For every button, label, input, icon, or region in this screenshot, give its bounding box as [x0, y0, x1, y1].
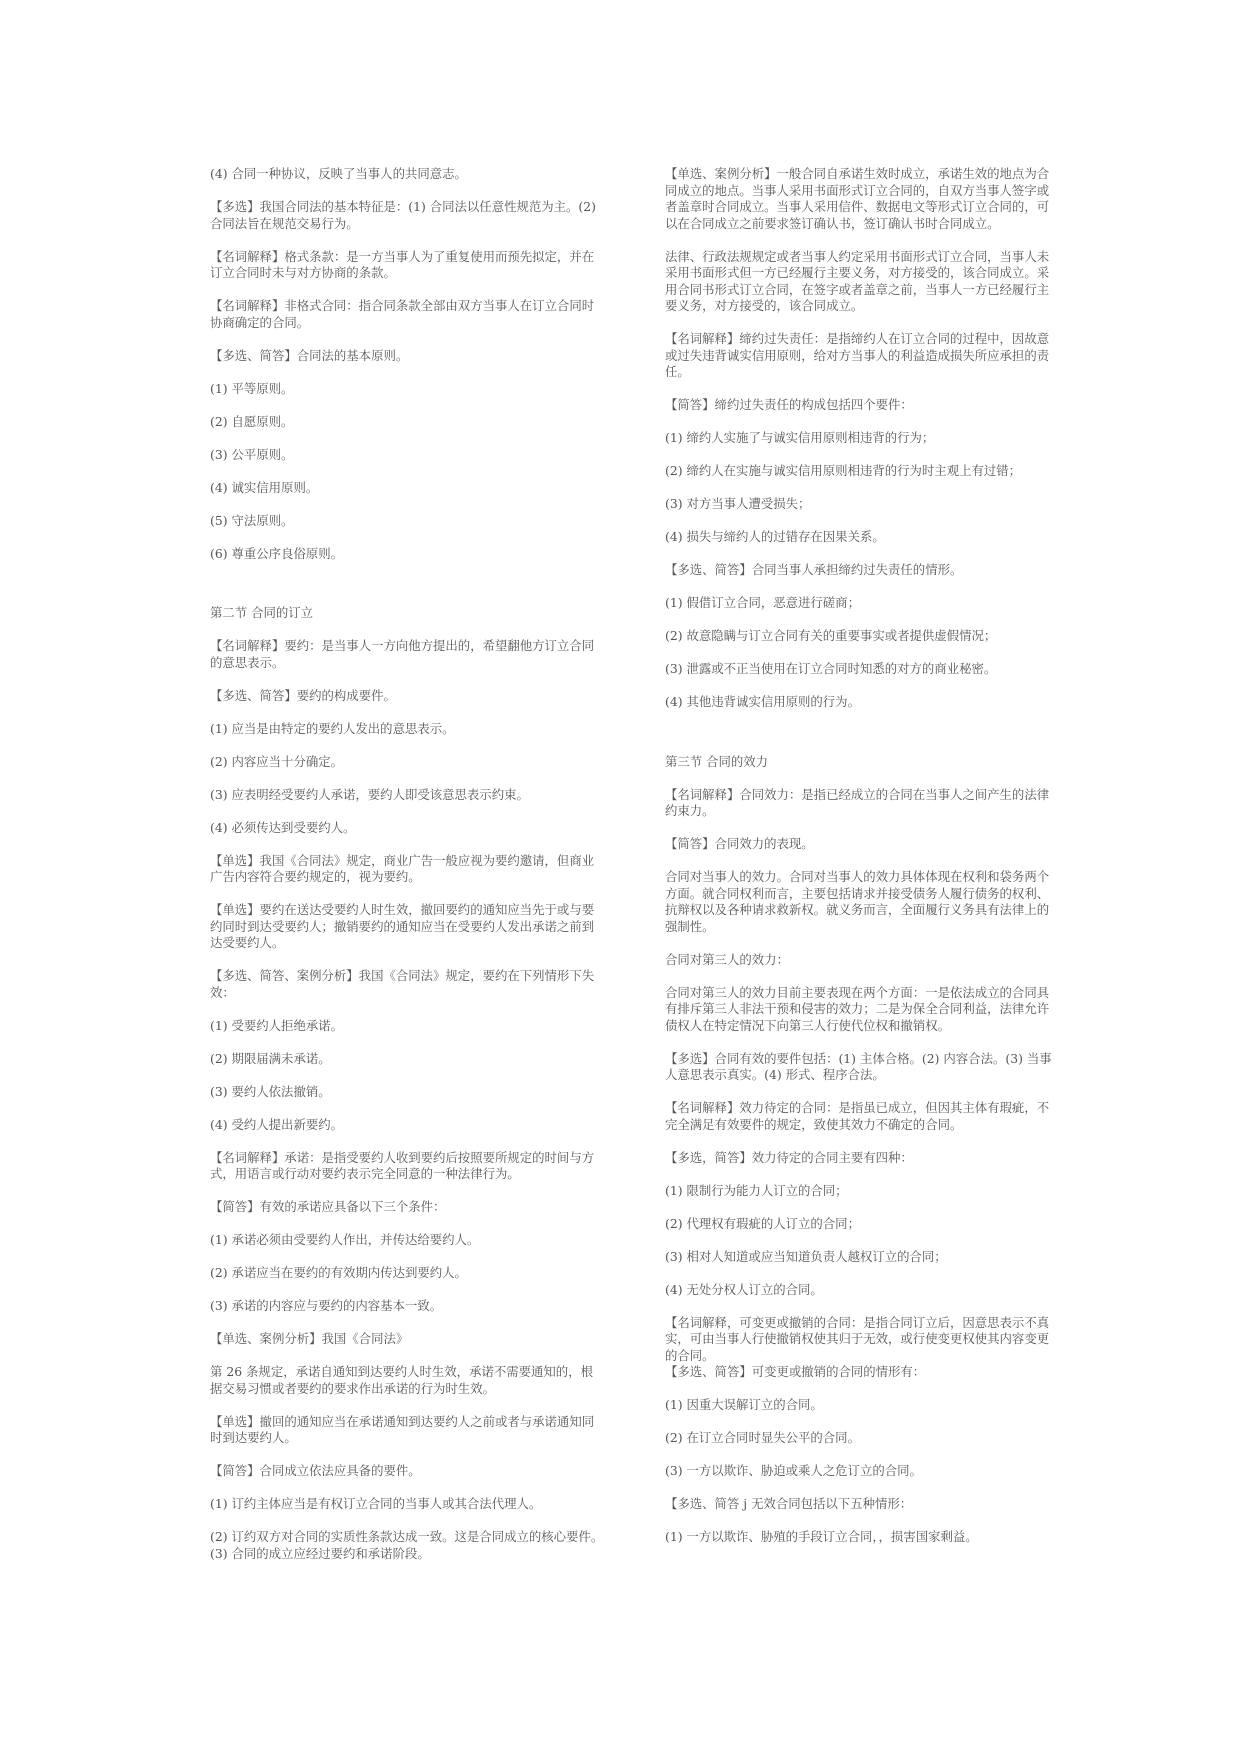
paragraph: 【单选、案例分析】一般合同自承诺生效时成立，承诺生效的地点为合同成立的地点。当事人采用书面形式订立合同的，自双方当事人签字或者盖章时合同成立。当事人采用信件、数据电文等形式订立合同的，可以在合同成立之前要求签订确认书，签订确认书时合同成立。 — [665, 166, 1050, 231]
list-item: (2) 自愿原则。 — [210, 413, 294, 429]
list-item: (1) 承诺必须由受要约人作出，并传达给要约人。 — [210, 1232, 480, 1247]
paragraph: 【名词解释】要约：是当事人一方向他方提出的，希望翻他方订立合同的意思表示。 — [210, 638, 595, 670]
paragraph: 合同对第三人的效力： — [665, 951, 789, 967]
section-heading: 第三节 合同的效力 — [665, 753, 769, 769]
paragraph: 法律、行政法规规定或者当事人约定采用书面形式订立合同，当事人未采用书面形式但一方已经履行主要义务，对方接受的，该合同成立。采用合同书形式订立合同，在签字或者盖章之前，当事人一方已经履行主要义务，对方接受的，该合同成立。 — [665, 248, 1050, 313]
paragraph: 【单选、案例分析】我国《合同法》 — [210, 1331, 409, 1346]
paragraph: 【名词解释】承诺：是指受要约人收到要约后按照要所规定的时间与方式，用语言或行动对要约表示完全同意的一种法律行为。 — [210, 1149, 595, 1181]
paragraph: (4) 合同一种协议，反映了当事人的共同意志。 — [210, 166, 467, 181]
list-item: (2) 缔约人在实施与诚实信用原则相违背的行为时主观上有过错； — [665, 463, 1022, 478]
list-item: (3) 要约人依法撤销。 — [210, 1083, 331, 1099]
paragraph: 第 26 条规定，承诺自通知到达要约人时生效，承诺不需要通知的，根据交易习惯或者要约的要求作出承诺的行为时生效。 — [210, 1364, 593, 1396]
list-item: (4) 损失与缔约人的过错存在因果关系。 — [665, 529, 885, 544]
list-item: (6) 尊重公序良俗原则。 — [210, 545, 344, 561]
list-item: (1) 平等原则。 — [210, 380, 294, 396]
paragraph: 合同对第三人的效力目前主要表现在两个方面：一是依法成立的合同具有排斥第三人非法干预和侵害的效力；二是为保全合同利益，法律允许债权人在特定情况下向第三人行使代位权和撤销权。 — [665, 984, 1050, 1033]
paragraph: 合同对当事人的效力。合同对当事人的效力具体体现在权利和袋务两个方面。就合同权利而言，主要包括请求并接受债务人履行债务的权利、抗辩权以及各种请求救新权。就义务而言，全面履行义务具有法律上的强制性。 — [665, 869, 1050, 934]
paragraph: 【名词解释】非格式合同：指合同条款全部由双方当事人在订立合同时协商确定的合同。 — [210, 298, 595, 330]
paragraph: 【名词解释】合同效力：是指已经成立的合同在当事人之间产生的法律约束力。 — [665, 786, 1050, 818]
list-item: (3) 对方当事人遭受损失； — [665, 496, 811, 511]
list-item: (3) 应表明经受要约人承诺，要约人即受该意思表示约束。 — [210, 786, 529, 802]
paragraph: 【简答】合同成立依法应具备的要件。 — [210, 1463, 421, 1478]
list-item: (1) 一方以欺诈、胁殖的手段订立合同，，损害国家剩益。 — [665, 1529, 978, 1544]
paragraph: 【名词解释，可变更或撤销的合同：是指合同订立后，因意思表示不真实，可由当事人行使撤销权使其归于无效，或行使变更权使其内容变更的合同。 — [665, 1314, 1050, 1363]
list-item: (4) 必须传达到受要约人。 — [210, 819, 356, 835]
list-item: (3) 一方以欺诈、胁迫或乘人之危订立的合同。 — [665, 1463, 922, 1478]
paragraph: 【多选、简答】要约的构成要件。 — [210, 687, 396, 703]
list-item: (4) 诚实信用原则。 — [210, 479, 319, 495]
paragraph: 【简答】合同效力的表现。 — [665, 836, 814, 851]
paragraph: 【多选、简答 j 无效合同包括以下五种情形： — [665, 1496, 913, 1511]
paragraph: 【名词解释】效力待定的合同：是指虽已成立，但因其主体有瑕疵，不完全满足有效要件的规定，致使其效力不确定的合同。 — [665, 1100, 1050, 1132]
list-item: (5) 守法原则。 — [210, 512, 294, 528]
list-item: (1) 限制行为能力人订立的合同； — [665, 1182, 848, 1198]
list-item: (3) 承诺的内容应与要约的内容基本一致。 — [210, 1298, 443, 1313]
paragraph: 【多选，简答】效力待定的合同主要有四种： — [665, 1149, 913, 1165]
paragraph: 【单选】我国《合同法》规定，商业广告一般应视为要约邀请，但商业广告内容符合要约规定的，视为要约。 — [210, 852, 595, 884]
paragraph: 【多选、简答】可变更或撤销的合同的情形有： — [665, 1364, 926, 1379]
paragraph: 【多选、简答、案例分析】我国《合同法》规定，要约在下列情形下失效： — [210, 968, 595, 1000]
paragraph: 【多选、简答】合同当事人承担缔约过失责任的情形。 — [665, 562, 963, 577]
paragraph: 【多选】我国合同法的基本特征是：(1) 合同法以任意性规范为主。(2) 合同法旨在规范交易行为。 — [210, 199, 596, 231]
paragraph: 【多选、简答】合同法的基本原则。 — [210, 347, 409, 363]
right-column — [665, 166, 1060, 1562]
list-item: (2) 订约双方对合同的实质性条款达成一致。这是合同成立的核心要件。 — [210, 1529, 604, 1544]
list-item: (2) 故意隐瞒与订立合同有关的重要事实或者提供虚假情况； — [665, 628, 997, 643]
paragraph: 【名词解释】格式条款：是一方当事人为了重复使用而预先拟定，并在订立合同时未与对方协商的条款。 — [210, 248, 595, 280]
list-item: (1) 应当是由特定的要约人发出的意思表示。 — [210, 720, 455, 736]
list-item: (1) 订约主体应当是有权订立合同的当事人或其合法代理人。 — [210, 1496, 542, 1511]
paragraph: 【单选】撤回的通知应当在承诺通知到达要约人之前或者与承诺通知同时到达要约人。 — [210, 1413, 595, 1445]
paragraph: 【单选】要约在送达受要约人时生效，撤回要约的通知应当先于或与要约同时到达受要约人；撤销要约的通知应当在受要约人发出承诺之前到达受要约人。 — [210, 902, 595, 950]
list-item: (4) 无处分权人订立的合同。 — [665, 1281, 823, 1297]
list-item: (2) 内容应当十分确定。 — [210, 753, 344, 769]
list-item: (3) 相对人知道或应当知道负责人越权订立的合同； — [665, 1248, 947, 1264]
list-item: (1) 受要约人拒绝承诺。 — [210, 1017, 344, 1033]
paragraph: 【简答】有效的承诺应具备以下三个条件： — [210, 1199, 446, 1214]
list-item: (3) 泄露或不正当使用在订立合同时知悉的对方的商业秘密。 — [665, 661, 997, 676]
list-item: (4) 受约人提出新要约。 — [210, 1116, 344, 1132]
left-column — [210, 166, 605, 1579]
paragraph: 【简答】缔约过失责任的构成包括四个要件： — [665, 397, 913, 412]
list-item: (3) 公平原则。 — [210, 446, 294, 462]
list-item: (2) 承诺应当在要约的有效期内传达到要约人。 — [210, 1265, 467, 1280]
section-heading: 第二节 合同的订立 — [210, 605, 314, 620]
list-item: (3) 合同的成立应经过要约和承诺阶段。 — [210, 1545, 430, 1561]
paragraph: 【多选】合同有效的要件包括：(1) 主体合格。(2) 内容合法。(3) 当事人意思表示真实。(4) 形式、程序合法。 — [665, 1050, 1052, 1082]
list-item: (1) 缔约人实施了与诚实信用原则相违背的行为； — [665, 430, 935, 445]
list-item: (1) 假借订立合同，恶意进行磋商； — [665, 595, 860, 610]
list-item: (2) 在订立合同时显失公平的合同。 — [665, 1430, 860, 1445]
list-item: (2) 期限届满未承诺。 — [210, 1050, 331, 1066]
list-item: (4) 其他违背诚实信用原则的行为。 — [665, 694, 860, 709]
list-item: (1) 因重大误解订立的合同。 — [665, 1397, 823, 1412]
list-item: (2) 代理权有瑕疵的人订立的合同； — [665, 1215, 860, 1231]
paragraph: 【名词解释】缔约过失责任：是指缔约人在订立合同的过程中，因故意或过失违背诚实信用原则，给对方当事人的利益造成损失所应承担的责任。 — [665, 331, 1050, 379]
